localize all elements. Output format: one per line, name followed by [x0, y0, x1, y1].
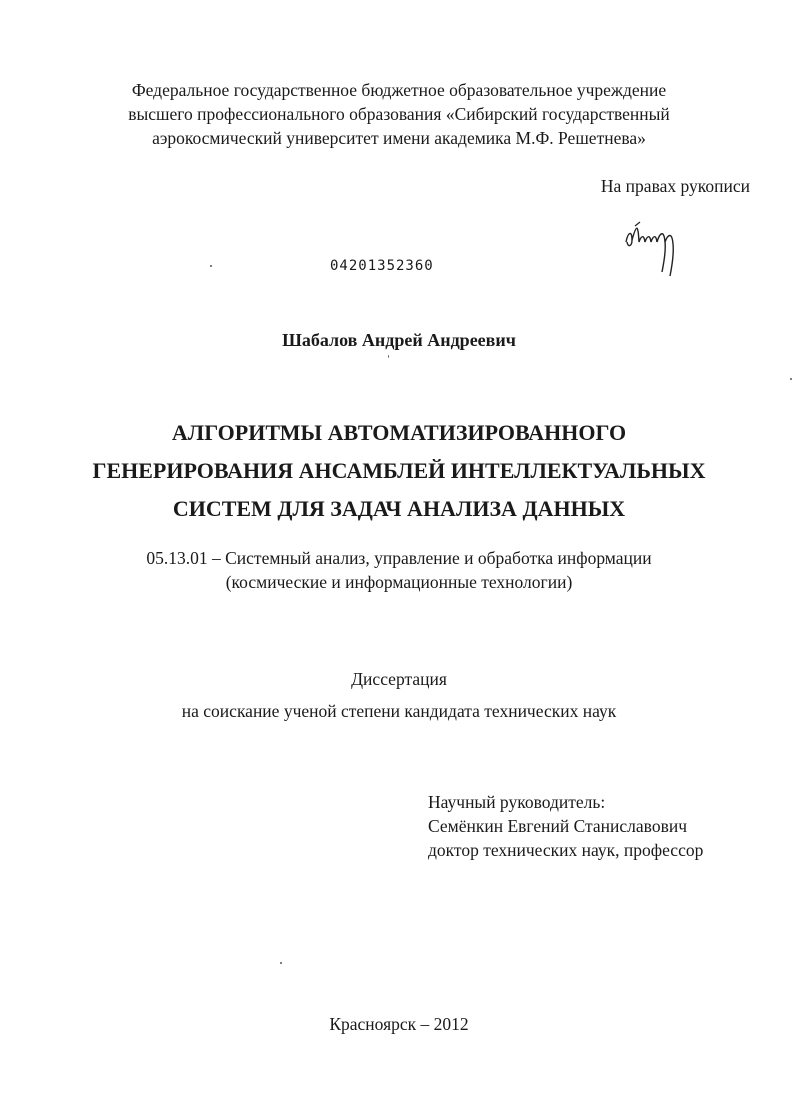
institution-line-1: Федеральное государственное бюджетное образовательное учреждение [131, 80, 667, 100]
title-line-3: СИСТЕМ ДЛЯ ЗАДАЧ АНАЛИЗА ДАННЫХ [172, 496, 626, 521]
rights-note: На правах рукописи [600, 176, 750, 196]
degree-sought: на соискание ученой степени кандидата технических наук [181, 701, 617, 721]
city-year: Красноярск – 2012 [329, 1014, 469, 1034]
signature-icon [620, 212, 700, 282]
dissertation-title [0, 414, 798, 528]
dissertation-block [0, 663, 798, 727]
institution-line-3: аэрокосмический университет имени академика М.Ф. Решетнева» [152, 128, 646, 148]
supervisor-block [428, 790, 703, 862]
institution-header [0, 78, 798, 150]
supervisor-degree: доктор технических наук, профессор [428, 840, 704, 860]
scan-speck [210, 265, 212, 267]
barcode-number: 04201352360 [330, 258, 434, 274]
specialty-line-1: 05.13.01 – Системный анализ, управление и обработка информации [146, 548, 652, 568]
title-line-2: ГЕНЕРИРОВАНИЯ АНСАМБЛЕЙ ИНТЕЛЛЕКТУАЛЬНЫХ [92, 458, 706, 483]
scan-speck [790, 378, 792, 380]
supervisor-label: Научный руководитель: [428, 792, 606, 812]
scan-speck [388, 355, 389, 358]
scan-speck [280, 962, 282, 964]
title-line-1: АЛГОРИТМЫ АВТОМАТИЗИРОВАННОГО [171, 420, 627, 445]
specialty-block [0, 546, 798, 594]
dissertation-label: Диссертация [351, 669, 447, 689]
specialty-line-2: (космические и информационные технологии) [225, 572, 573, 592]
institution-line-2: высшего профессионального образования «Сибирский государственный [128, 104, 670, 124]
author-name: Шабалов Андрей Андреевич [282, 330, 516, 350]
supervisor-name: Семёнкин Евгений Станиславович [428, 816, 687, 836]
